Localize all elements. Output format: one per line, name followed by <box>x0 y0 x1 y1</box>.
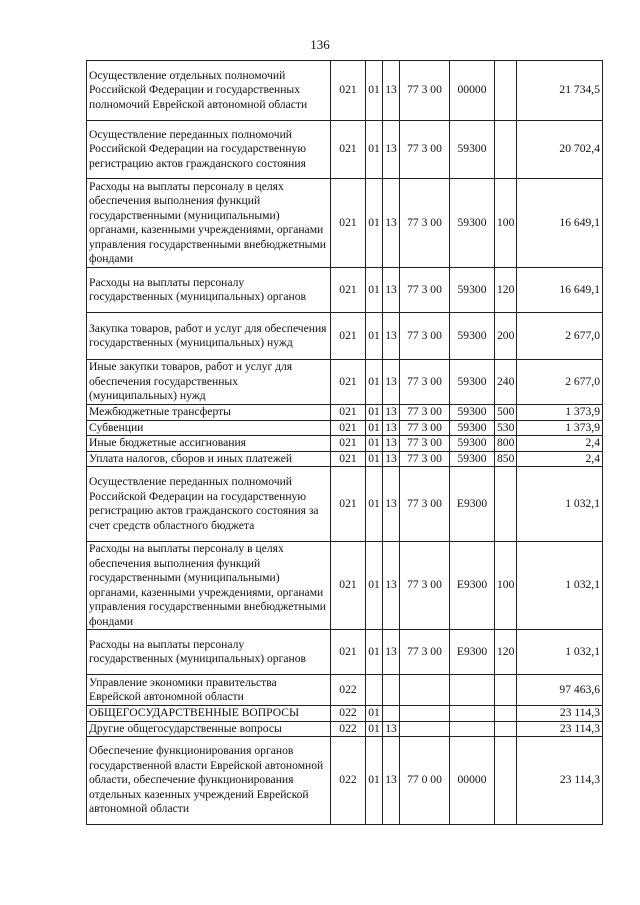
section-code: 01 <box>366 268 383 313</box>
direction-code: 59300 <box>450 268 495 313</box>
subsection-code: 13 <box>383 467 400 542</box>
subsection-code <box>383 675 400 706</box>
admin-code: 021 <box>331 405 366 421</box>
direction-code: Е9300 <box>450 467 495 542</box>
subsection-code <box>383 706 400 722</box>
row-name: Другие общегосударственные вопросы <box>87 721 331 737</box>
expense-type-code: 100 <box>495 542 517 630</box>
direction-code: 59300 <box>450 436 495 452</box>
subsection-code: 13 <box>383 721 400 737</box>
admin-code: 021 <box>331 61 366 121</box>
expense-type-code <box>495 61 517 121</box>
admin-code: 021 <box>331 420 366 436</box>
section-code <box>366 675 383 706</box>
row-name: Иные бюджетные ассигнования <box>87 436 331 452</box>
subsection-code: 13 <box>383 179 400 268</box>
admin-code: 022 <box>331 721 366 737</box>
amount: 2 677,0 <box>517 360 603 405</box>
program-code: 77 3 00 <box>400 420 450 436</box>
program-code: 77 3 00 <box>400 268 450 313</box>
expense-type-code <box>495 467 517 542</box>
table-row <box>87 420 603 436</box>
admin-code: 021 <box>331 313 366 360</box>
program-code: 77 3 00 <box>400 405 450 421</box>
admin-code: 021 <box>331 121 366 179</box>
program-code: 77 3 00 <box>400 360 450 405</box>
admin-code: 021 <box>331 179 366 268</box>
table-row <box>87 737 603 825</box>
row-name: Иные закупки товаров, работ и услуг для обеспечения государственных (муниципальных) нужд <box>87 360 331 405</box>
section-code: 01 <box>366 420 383 436</box>
amount: 1 373,9 <box>517 420 603 436</box>
program-code: 77 0 00 <box>400 737 450 825</box>
table-row <box>87 360 603 405</box>
program-code: 77 3 00 <box>400 121 450 179</box>
expense-type-code: 530 <box>495 420 517 436</box>
direction-code: Е9300 <box>450 542 495 630</box>
direction-code: 59300 <box>450 121 495 179</box>
table-row <box>87 436 603 452</box>
section-code: 01 <box>366 360 383 405</box>
table-row <box>87 313 603 360</box>
amount: 16 649,1 <box>517 268 603 313</box>
section-code: 01 <box>366 542 383 630</box>
table-row <box>87 542 603 630</box>
subsection-code: 13 <box>383 313 400 360</box>
row-name: Расходы на выплаты персоналу государственных (муниципальных) органов <box>87 630 331 675</box>
amount: 1 032,1 <box>517 630 603 675</box>
expense-type-code: 240 <box>495 360 517 405</box>
section-code: 01 <box>366 630 383 675</box>
direction-code: 59300 <box>450 313 495 360</box>
expense-type-code <box>495 721 517 737</box>
direction-code <box>450 721 495 737</box>
expense-type-code: 500 <box>495 405 517 421</box>
program-code: 77 3 00 <box>400 467 450 542</box>
row-name: Субвенции <box>87 420 331 436</box>
row-name: Расходы на выплаты персоналу в целях обеспечения выполнения функций государственными (муниципальными) органами, казенными учреждениями, органами управления государственными внебюджетными фондами <box>87 179 331 268</box>
section-code: 01 <box>366 121 383 179</box>
subsection-code: 13 <box>383 268 400 313</box>
expense-type-code: 200 <box>495 313 517 360</box>
admin-code: 021 <box>331 360 366 405</box>
expense-type-code <box>495 121 517 179</box>
row-name: Обеспечение функционирования органов государственной власти Еврейской автономной области, обеспечение функционирования отдельных казенных учреждений Еврейской автономной области <box>87 737 331 825</box>
admin-code: 021 <box>331 451 366 467</box>
table-row <box>87 675 603 706</box>
amount: 23 114,3 <box>517 737 603 825</box>
amount: 23 114,3 <box>517 721 603 737</box>
admin-code: 022 <box>331 706 366 722</box>
amount: 20 702,4 <box>517 121 603 179</box>
program-code <box>400 721 450 737</box>
direction-code: 00000 <box>450 61 495 121</box>
subsection-code: 13 <box>383 61 400 121</box>
admin-code: 022 <box>331 737 366 825</box>
expense-type-code <box>495 675 517 706</box>
table-row <box>87 721 603 737</box>
admin-code: 021 <box>331 436 366 452</box>
row-name: Расходы на выплаты персоналу в целях обеспечения выполнения функций государственными (муниципальными) органами, казенными учреждениями, органами управления государственными внебюджетными фондами <box>87 542 331 630</box>
admin-code: 022 <box>331 675 366 706</box>
program-code: 77 3 00 <box>400 451 450 467</box>
subsection-code: 13 <box>383 405 400 421</box>
program-code: 77 3 00 <box>400 313 450 360</box>
expense-type-code <box>495 737 517 825</box>
program-code <box>400 675 450 706</box>
table-row <box>87 121 603 179</box>
direction-code: Е9300 <box>450 630 495 675</box>
subsection-code: 13 <box>383 737 400 825</box>
direction-code: 00000 <box>450 737 495 825</box>
amount: 1 032,1 <box>517 542 603 630</box>
row-name: Межбюджетные трансферты <box>87 405 331 421</box>
subsection-code: 13 <box>383 360 400 405</box>
amount: 2,4 <box>517 436 603 452</box>
row-name: Управление экономики правительства Еврейской автономной области <box>87 675 331 706</box>
amount: 2,4 <box>517 451 603 467</box>
direction-code: 59300 <box>450 420 495 436</box>
admin-code: 021 <box>331 467 366 542</box>
amount: 2 677,0 <box>517 313 603 360</box>
row-name: Осуществление переданных полномочий Российской Федерации на государственную регистрацию актов гражданского состояния за счет средств областного бюджета <box>87 467 331 542</box>
table-row <box>87 706 603 722</box>
row-name: ОБЩЕГОСУДАРСТВЕННЫЕ ВОПРОСЫ <box>87 706 331 722</box>
program-code: 77 3 00 <box>400 436 450 452</box>
subsection-code: 13 <box>383 542 400 630</box>
expense-type-code: 100 <box>495 179 517 268</box>
section-code: 01 <box>366 405 383 421</box>
admin-code: 021 <box>331 542 366 630</box>
direction-code: 59300 <box>450 179 495 268</box>
row-name: Уплата налогов, сборов и иных платежей <box>87 451 331 467</box>
table-row <box>87 268 603 313</box>
amount: 1 373,9 <box>517 405 603 421</box>
table-row <box>87 61 603 121</box>
program-code: 77 3 00 <box>400 179 450 268</box>
expense-type-code: 800 <box>495 436 517 452</box>
row-name: Расходы на выплаты персоналу государственных (муниципальных) органов <box>87 268 331 313</box>
budget-table <box>86 60 603 825</box>
section-code: 01 <box>366 436 383 452</box>
subsection-code: 13 <box>383 420 400 436</box>
admin-code: 021 <box>331 630 366 675</box>
table-row <box>87 179 603 268</box>
expense-type-code: 120 <box>495 630 517 675</box>
amount: 21 734,5 <box>517 61 603 121</box>
direction-code: 59300 <box>450 451 495 467</box>
subsection-code: 13 <box>383 121 400 179</box>
admin-code: 021 <box>331 268 366 313</box>
amount: 1 032,1 <box>517 467 603 542</box>
amount: 97 463,6 <box>517 675 603 706</box>
table-row <box>87 630 603 675</box>
table-row <box>87 467 603 542</box>
page-number: 136 <box>310 37 330 52</box>
direction-code <box>450 675 495 706</box>
section-code: 01 <box>366 467 383 542</box>
program-code: 77 3 00 <box>400 630 450 675</box>
direction-code: 59300 <box>450 405 495 421</box>
section-code: 01 <box>366 721 383 737</box>
expense-type-code: 120 <box>495 268 517 313</box>
section-code: 01 <box>366 706 383 722</box>
amount: 16 649,1 <box>517 179 603 268</box>
row-name: Осуществление отдельных полномочий Российской Федерации и государственных полномочий Еврейской автономной области <box>87 61 331 121</box>
section-code: 01 <box>366 61 383 121</box>
section-code: 01 <box>366 737 383 825</box>
row-name: Осуществление переданных полномочий Российской Федерации на государственную регистрацию актов гражданского состояния <box>87 121 331 179</box>
subsection-code: 13 <box>383 630 400 675</box>
subsection-code: 13 <box>383 436 400 452</box>
program-code <box>400 706 450 722</box>
program-code: 77 3 00 <box>400 542 450 630</box>
section-code: 01 <box>366 313 383 360</box>
program-code: 77 3 00 <box>400 61 450 121</box>
amount: 23 114,3 <box>517 706 603 722</box>
subsection-code: 13 <box>383 451 400 467</box>
section-code: 01 <box>366 179 383 268</box>
table-row <box>87 405 603 421</box>
row-name: Закупка товаров, работ и услуг для обеспечения государственных (муниципальных) нужд <box>87 313 331 360</box>
expense-type-code <box>495 706 517 722</box>
expense-type-code: 850 <box>495 451 517 467</box>
direction-code: 59300 <box>450 360 495 405</box>
table-row <box>87 451 603 467</box>
section-code: 01 <box>366 451 383 467</box>
direction-code <box>450 706 495 722</box>
